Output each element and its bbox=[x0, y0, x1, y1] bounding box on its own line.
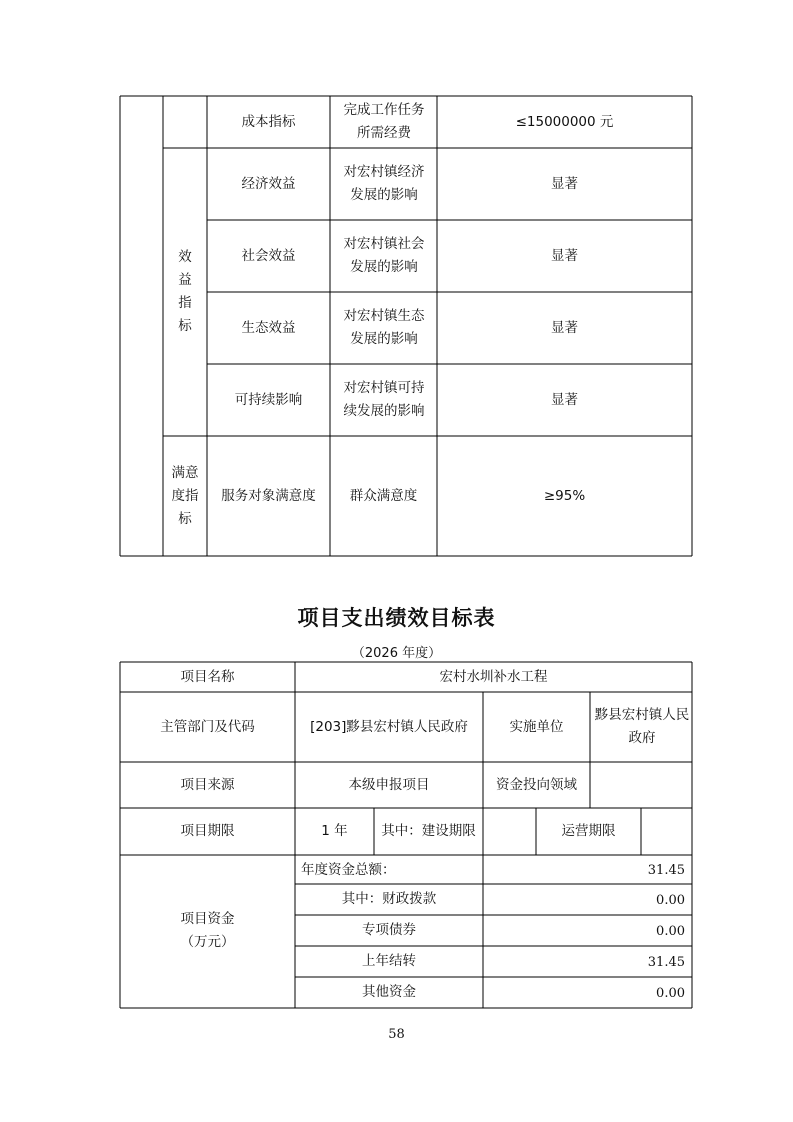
field-value bbox=[590, 762, 692, 808]
cost-value: ≤15000000 元 bbox=[515, 113, 614, 130]
page-title: 项目支出绩效目标表 bbox=[297, 606, 496, 630]
funds-row-value: 0.00 bbox=[656, 986, 685, 1001]
funds-row-value: 0.00 bbox=[656, 924, 685, 939]
project-name-label: 项目名称 bbox=[180, 668, 235, 685]
funds-row-value: 31.45 bbox=[647, 955, 685, 970]
row-value: 显著 bbox=[551, 391, 578, 408]
satisfaction-content: 群众满意度 bbox=[349, 487, 418, 504]
source-value: 本级申报项目 bbox=[348, 776, 430, 793]
funds-row-value: 31.45 bbox=[647, 863, 685, 878]
field-label: 资金投向领域 bbox=[496, 776, 577, 793]
row-name: 社会效益 bbox=[241, 247, 296, 264]
funds-unit: （万元） bbox=[180, 934, 235, 950]
satisfaction-name: 服务对象满意度 bbox=[221, 487, 316, 504]
funds-label: 项目资金 bbox=[180, 911, 235, 927]
row-content: 对宏村镇经济发展的影响 bbox=[343, 164, 425, 203]
row-value: 显著 bbox=[551, 319, 578, 336]
cost-content: 完成工作任务所需经费 bbox=[343, 102, 425, 141]
project-name-value: 宏村水圳补水工程 bbox=[439, 668, 548, 685]
period-value: 1 年 bbox=[321, 823, 348, 839]
satisfaction-group-label: 满意度指标 bbox=[171, 464, 199, 527]
page-number: 58 bbox=[388, 1027, 405, 1042]
funds-row-value: 0.00 bbox=[656, 893, 685, 908]
row-content: 对宏村镇生态发展的影响 bbox=[343, 308, 425, 347]
dept-value: [203]黟县宏村镇人民政府 bbox=[310, 718, 468, 735]
funds-row-label: 专项债券 bbox=[362, 922, 416, 938]
cost-indicator-label: 成本指标 bbox=[241, 113, 296, 130]
row-name: 生态效益 bbox=[241, 319, 296, 336]
funds-row-label: 其中：财政拨款 bbox=[341, 891, 437, 907]
ops-period-value bbox=[641, 808, 692, 855]
source-label: 项目来源 bbox=[180, 776, 235, 793]
row-name: 可持续影响 bbox=[234, 391, 303, 408]
funds-row-label: 年度资金总额： bbox=[301, 862, 396, 878]
dept-label: 主管部门及代码 bbox=[160, 718, 255, 735]
row-value: 显著 bbox=[551, 247, 578, 264]
build-period-label: 其中：建设期限 bbox=[381, 823, 476, 839]
row-content: 对宏村镇可持续发展的影响 bbox=[343, 380, 425, 419]
build-period-value bbox=[483, 808, 536, 855]
satisfaction-value: ≥95% bbox=[543, 487, 586, 504]
benefit-group-label: 效益指标 bbox=[178, 249, 192, 334]
funds-row-label: 其他资金 bbox=[362, 984, 416, 1000]
funds-row-label: 上年结转 bbox=[362, 953, 416, 969]
ops-period-label: 运营期限 bbox=[561, 823, 616, 839]
impl-label: 实施单位 bbox=[509, 718, 564, 735]
row-value: 显著 bbox=[551, 175, 578, 192]
row-name: 经济效益 bbox=[241, 175, 296, 192]
year-subtitle: （2026 年度） bbox=[351, 646, 442, 661]
impl-value: 黟县宏村镇人民政府 bbox=[594, 707, 690, 746]
period-label: 项目期限 bbox=[180, 823, 235, 839]
row-content: 对宏村镇社会发展的影响 bbox=[343, 236, 425, 275]
